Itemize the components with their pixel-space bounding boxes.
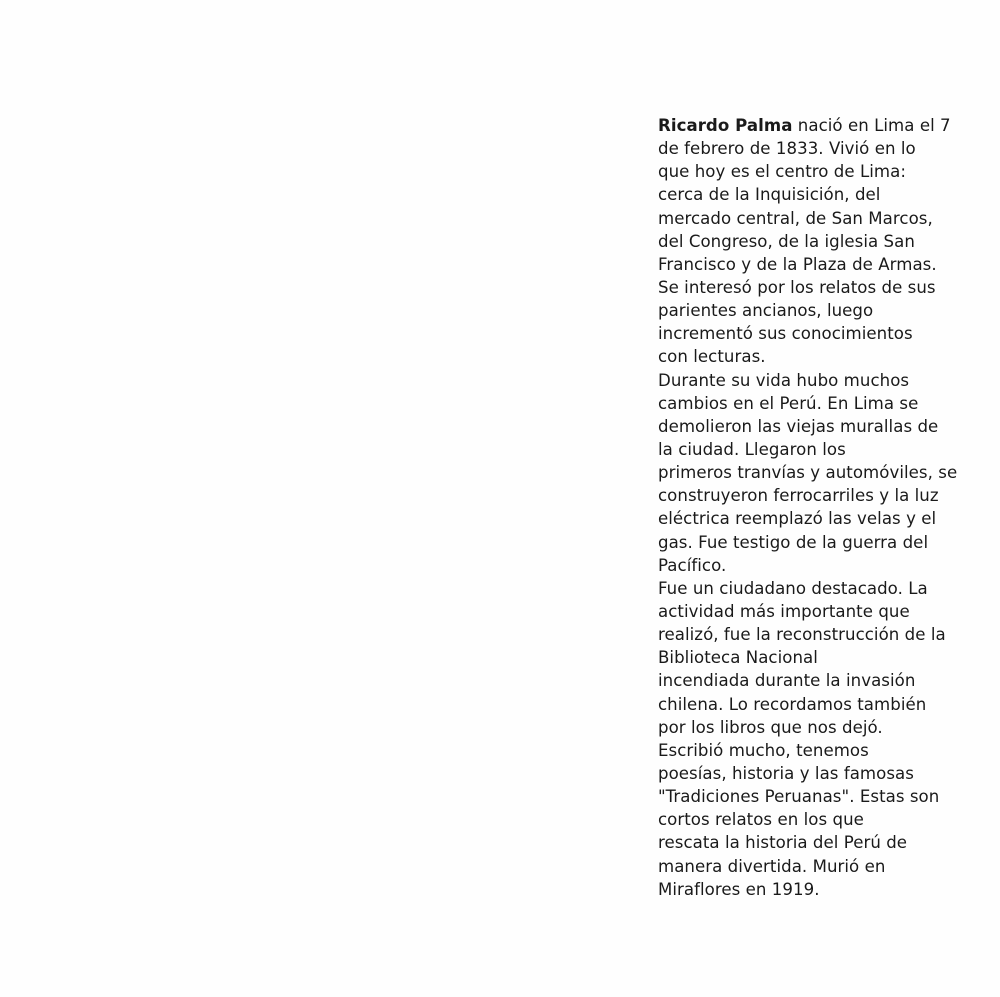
text-line xyxy=(658,114,978,137)
text-line: poesías, historia y las famosas xyxy=(658,763,914,783)
biography-text xyxy=(658,114,978,901)
text-line: "Tradiciones Peruanas". Estas son xyxy=(658,787,940,807)
text-line: eléctrica reemplazó las velas y el xyxy=(658,509,937,529)
text-line: demolieron las viejas murallas de xyxy=(658,416,939,436)
text-line: Miraflores en 1919. xyxy=(658,879,820,899)
text-line: que hoy es el centro de Lima: xyxy=(658,162,907,182)
text-line: incrementó sus conocimientos xyxy=(658,324,913,344)
text-line: cerca de la Inquisición, del xyxy=(658,185,881,205)
text-line: mercado central, de San Marcos, xyxy=(658,208,933,228)
text-line: Fue un ciudadano destacado. La xyxy=(658,578,928,598)
text-line: chilena. Lo recordamos también xyxy=(658,694,927,714)
text-line: con lecturas. xyxy=(658,347,766,367)
text-line: Biblioteca Nacional xyxy=(658,648,818,668)
text-line: construyeron ferrocarriles y la luz xyxy=(658,486,939,506)
text-line: realizó, fue la reconstrucción de la xyxy=(658,625,946,645)
text-line: por los libros que nos dejó. xyxy=(658,717,883,737)
text-line: primeros tranvías y automóviles, se xyxy=(658,463,958,483)
text-line: Durante su vida hubo muchos xyxy=(658,370,910,390)
text-line: Francisco y de la Plaza de Armas. xyxy=(658,254,937,274)
first-line-text: nació en Lima el 7 xyxy=(792,116,951,135)
text-line: Se interesó por los relatos de sus xyxy=(658,277,936,297)
author-name: Ricardo Palma xyxy=(658,116,793,135)
text-line: manera divertida. Murió en xyxy=(658,856,886,876)
text-line: incendiada durante la invasión xyxy=(658,671,916,691)
text-line: del Congreso, de la iglesia San xyxy=(658,231,915,251)
text-line: rescata la historia del Perú de xyxy=(658,833,908,853)
text-line: de febrero de 1833. Vivió en lo xyxy=(658,139,916,159)
text-line: gas. Fue testigo de la guerra del xyxy=(658,532,929,552)
text-line: Escribió mucho, tenemos xyxy=(658,740,869,760)
text-line: cortos relatos en los que xyxy=(658,810,864,830)
text-line: parientes ancianos, luego xyxy=(658,301,874,321)
text-line: la ciudad. Llegaron los xyxy=(658,439,846,459)
text-line: Pacífico. xyxy=(658,555,727,575)
text-line: actividad más importante que xyxy=(658,601,910,621)
text-line: cambios en el Perú. En Lima se xyxy=(658,393,919,413)
